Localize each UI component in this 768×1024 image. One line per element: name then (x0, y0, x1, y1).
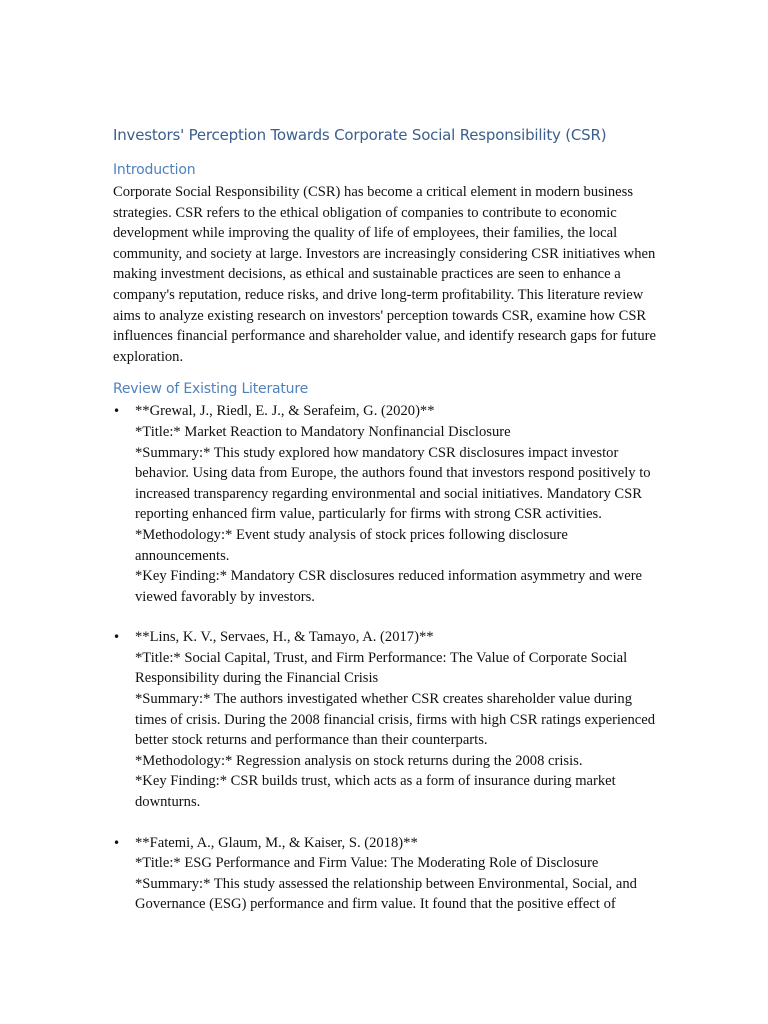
document-page (113, 124, 658, 935)
reference-citation: **Grewal, J., Riedl, E. J., & Serafeim, G. (2020)** (135, 403, 435, 420)
reference-methodology: *Methodology:* Event study analysis of stock prices following disclosure announcements. (135, 526, 568, 564)
list-item (113, 833, 658, 915)
reference-title: *Title:* Social Capital, Trust, and Firm Performance: The Value of Corporate Social Responsibility during the Financial Crisis (135, 649, 628, 687)
reference-summary: *Summary:* This study assessed the relationship between Environmental, Social, and Governance (ESG) performance and firm value. It found that the positive effect of (135, 875, 637, 913)
document-title: Investors' Perception Towards Corporate Social Responsibility (CSR) (113, 126, 607, 144)
list-item (113, 401, 658, 607)
literature-list (113, 401, 658, 915)
bullet-icon: • (113, 404, 121, 419)
reference-title: *Title:* Market Reaction to Mandatory Nonfinancial Disclosure (135, 423, 511, 440)
reference-citation: **Lins, K. V., Servaes, H., & Tamayo, A. (2017)** (135, 629, 434, 646)
introduction-heading: Introduction (113, 162, 196, 178)
reference-methodology: *Methodology:* Regression analysis on stock returns during the 2008 crisis. (135, 752, 583, 769)
reference-key-finding: *Key Finding:* CSR builds trust, which acts as a form of insurance during market downturns. (135, 773, 616, 811)
reference-citation: **Fatemi, A., Glaum, M., & Kaiser, S. (2018)** (135, 834, 418, 851)
reference-key-finding: *Key Finding:* Mandatory CSR disclosures reduced information asymmetry and were viewed favorably by investors. (135, 568, 643, 605)
review-heading: Review of Existing Literature (113, 381, 308, 398)
bullet-icon: • (113, 835, 121, 850)
reference-title: *Title:* ESG Performance and Firm Value: The Moderating Role of Disclosure (135, 855, 599, 872)
list-item (113, 627, 658, 812)
reference-summary: *Summary:* The authors investigated whether CSR creates shareholder value during times of crisis. During the 2008 financial crisis, firms with high CSR ratings experienced better stock returns and performance than their counterparts. (135, 691, 656, 749)
reference-summary: *Summary:* This study explored how mandatory CSR disclosures impact investor behavior. Using data from Europe, the authors found that investors respond positively to increased transparency regarding environmental and social initiatives. Mandatory CSR reporting enhanced firm value, particularly for firms with strong CSR activities. (135, 444, 651, 523)
introduction-text: Corporate Social Responsibility (CSR) has become a critical element in modern business strategies. CSR refers to the ethical obligation of companies to contribute to economic development while improving the quality of life of employees, their families, the local community, and society at large. Investors are increasingly considering CSR initiatives when making investment decisions, as ethical and sustainable practices are seen to enhance a company's reputation, reduce risks, and drive long-term profitability. This literature review aims to analyze existing research on investors' perception towards CSR, examine how CSR influences financial performance and shareholder value, and identify research gaps for future exploration. (113, 184, 656, 365)
bullet-icon: • (113, 630, 121, 645)
